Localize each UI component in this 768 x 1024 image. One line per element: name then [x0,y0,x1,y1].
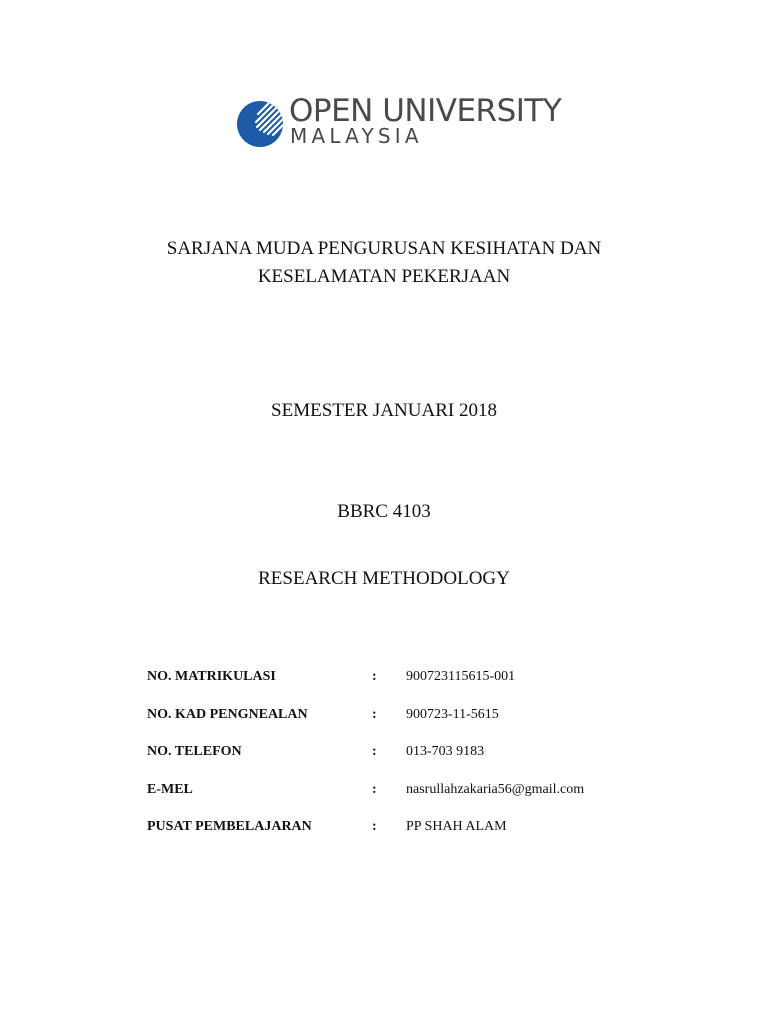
info-colon: : [372,744,377,759]
program-title-line2: KESELAMATAN PEKERJAAN [257,266,511,287]
semester-heading: SEMESTER JANUARI 2018 [271,400,497,421]
oum-emblem-icon [236,100,284,148]
info-label: NO. MATRIKULASI [147,669,276,684]
info-colon: : [372,707,377,722]
info-value: nasrullahzakaria56@gmail.com [406,782,585,797]
info-value: 900723-11-5615 [406,707,499,722]
info-value: 013-703 9183 [406,744,485,759]
info-value: PP SHAH ALAM [406,819,507,834]
info-label: E-MEL [147,782,193,797]
info-colon: : [372,669,377,684]
university-logo [236,93,562,154]
course-code: BBRC 4103 [337,501,431,522]
info-label: NO. TELEFON [147,744,242,759]
info-value: 900723115615-001 [406,669,516,684]
info-label: NO. KAD PENGNEALAN [147,707,308,722]
info-colon: : [372,819,377,834]
logo-wordmark-line2: MALAYSIA [290,124,423,148]
info-label: PUSAT PEMBELAJARAN [147,819,312,834]
logo-wordmark-line1: OPEN UNIVERSITY [289,93,562,129]
program-title-line1: SARJANA MUDA PENGURUSAN KESIHATAN DAN [166,238,602,259]
info-colon: : [372,782,377,797]
course-title: RESEARCH METHODOLOGY [258,568,510,589]
